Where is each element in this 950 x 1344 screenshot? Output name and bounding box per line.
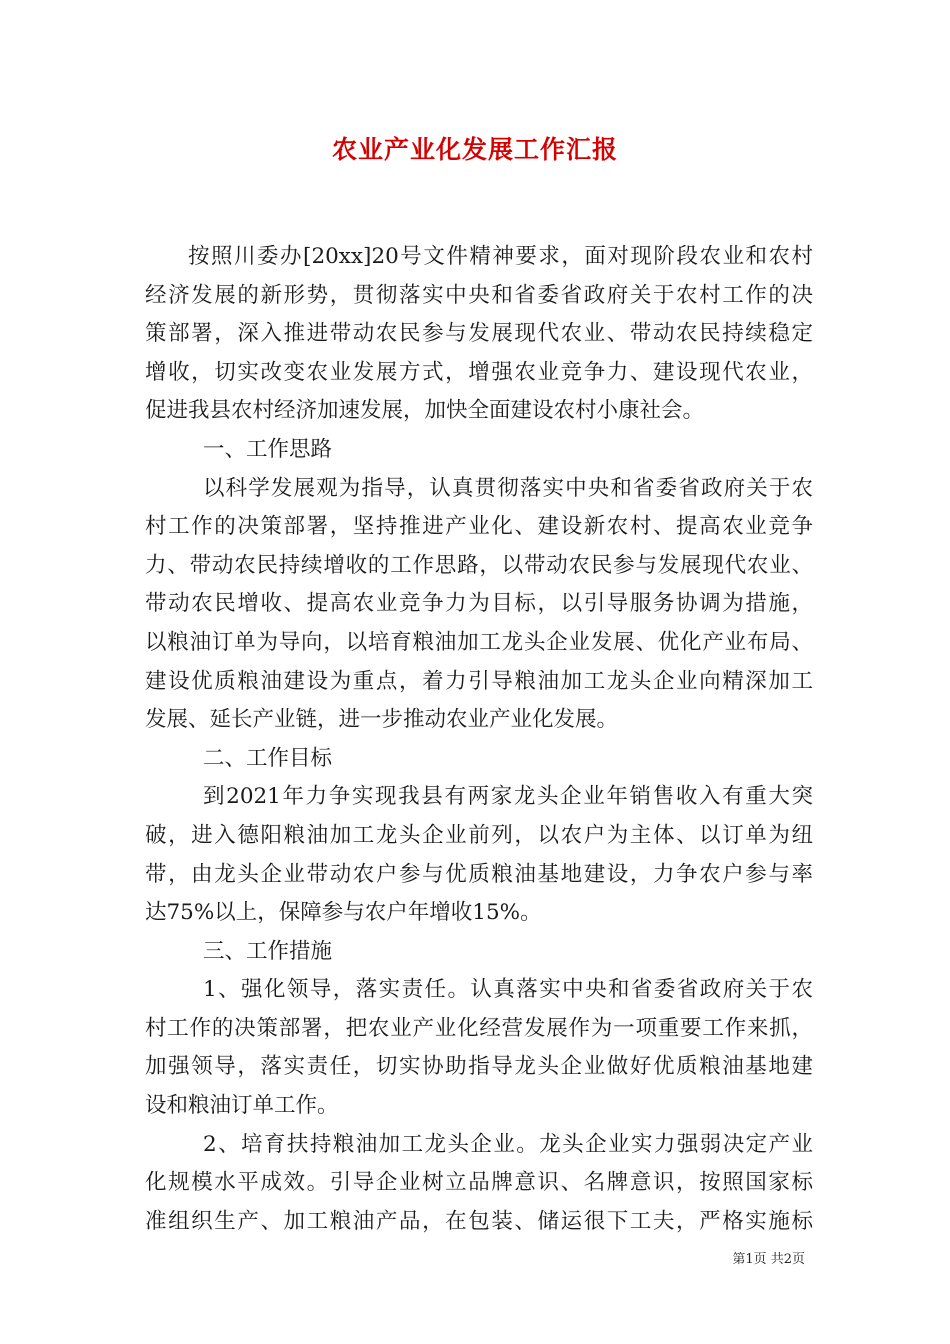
paragraph-line: 村工作的决策部署，把农业产业化经营发展作为一项重要工作来抓， xyxy=(145,1015,813,1041)
paragraph-line: 化规模水平成效。引导企业树立品牌意识、名牌意识，按照国家标 xyxy=(145,1170,813,1196)
paragraph-line: 以科学发展观为指导，认真贯彻落实中央和省委省政府关于农 xyxy=(203,475,813,501)
page-number: 第1页 共2页 xyxy=(732,1252,805,1267)
paragraph-line: 经济发展的新形势，贯彻落实中央和省委省政府关于农村工作的决 xyxy=(145,282,813,308)
paragraph-line: 破，进入德阳粮油加工龙头企业前列，以农户为主体、以订单为纽 xyxy=(145,822,813,848)
paragraph-line: 力、带动农民持续增收的工作思路，以带动农民参与发展现代农业、 xyxy=(145,552,813,578)
paragraph-line: 建设优质粮油建设为重点，着力引导粮油加工龙头企业向精深加工 xyxy=(145,668,813,694)
paragraph-line: 带动农民增收、提高农业竞争力为目标，以引导服务协调为措施， xyxy=(145,591,813,617)
paragraph-line: 增收，切实改变农业发展方式，增强农业竞争力、建设现代农业， xyxy=(145,359,813,385)
section-heading: 二、工作目标 xyxy=(203,745,333,771)
paragraph-line: 加强领导，落实责任，切实协助指导龙头企业做好优质粮油基地建 xyxy=(145,1054,813,1080)
paragraph-line: 按照川委办[20xx]20号文件精神要求，面对现阶段农业和农村 xyxy=(188,244,813,269)
paragraph-line: 促进我县农村经济加速发展，加快全面建设农村小康社会。 xyxy=(145,398,705,424)
paragraph-line: 到2021年力争实现我县有两家龙头企业年销售收入有重大突 xyxy=(203,784,813,810)
document-body xyxy=(145,238,813,1241)
section-heading: 一、工作思路 xyxy=(203,436,333,462)
paragraph-line: 设和粮油订单工作。 xyxy=(145,1093,339,1119)
paragraph-line: 以粮油订单为导向，以培育粮油加工龙头企业发展、优化产业布局、 xyxy=(145,629,813,655)
paragraph-line: 1、强化领导，落实责任。认真落实中央和省委省政府关于农 xyxy=(203,977,813,1003)
paragraph-line: 准组织生产、加工粮油产品，在包装、储运很下工夫，严格实施标 xyxy=(145,1208,813,1234)
page-title: 农业产业化发展工作汇报 xyxy=(331,135,618,164)
paragraph-line: 村工作的决策部署，坚持推进产业化、建设新农村、提高农业竞争 xyxy=(145,514,813,540)
section-heading: 三、工作措施 xyxy=(203,938,333,964)
paragraph-line: 2、培育扶持粮油加工龙头企业。龙头企业实力强弱决定产业 xyxy=(203,1131,813,1157)
paragraph-line: 策部署，深入推进带动农民参与发展现代农业、带动农民持续稳定 xyxy=(145,321,813,347)
paragraph-line: 发展、延长产业链，进一步推动农业产业化发展。 xyxy=(145,707,619,733)
paragraph-line: 达75%以上，保障参与农户年增收15%。 xyxy=(145,900,542,926)
paragraph-line: 带，由龙头企业带动农户参与优质粮油基地建设，力争农户参与率 xyxy=(145,861,813,887)
